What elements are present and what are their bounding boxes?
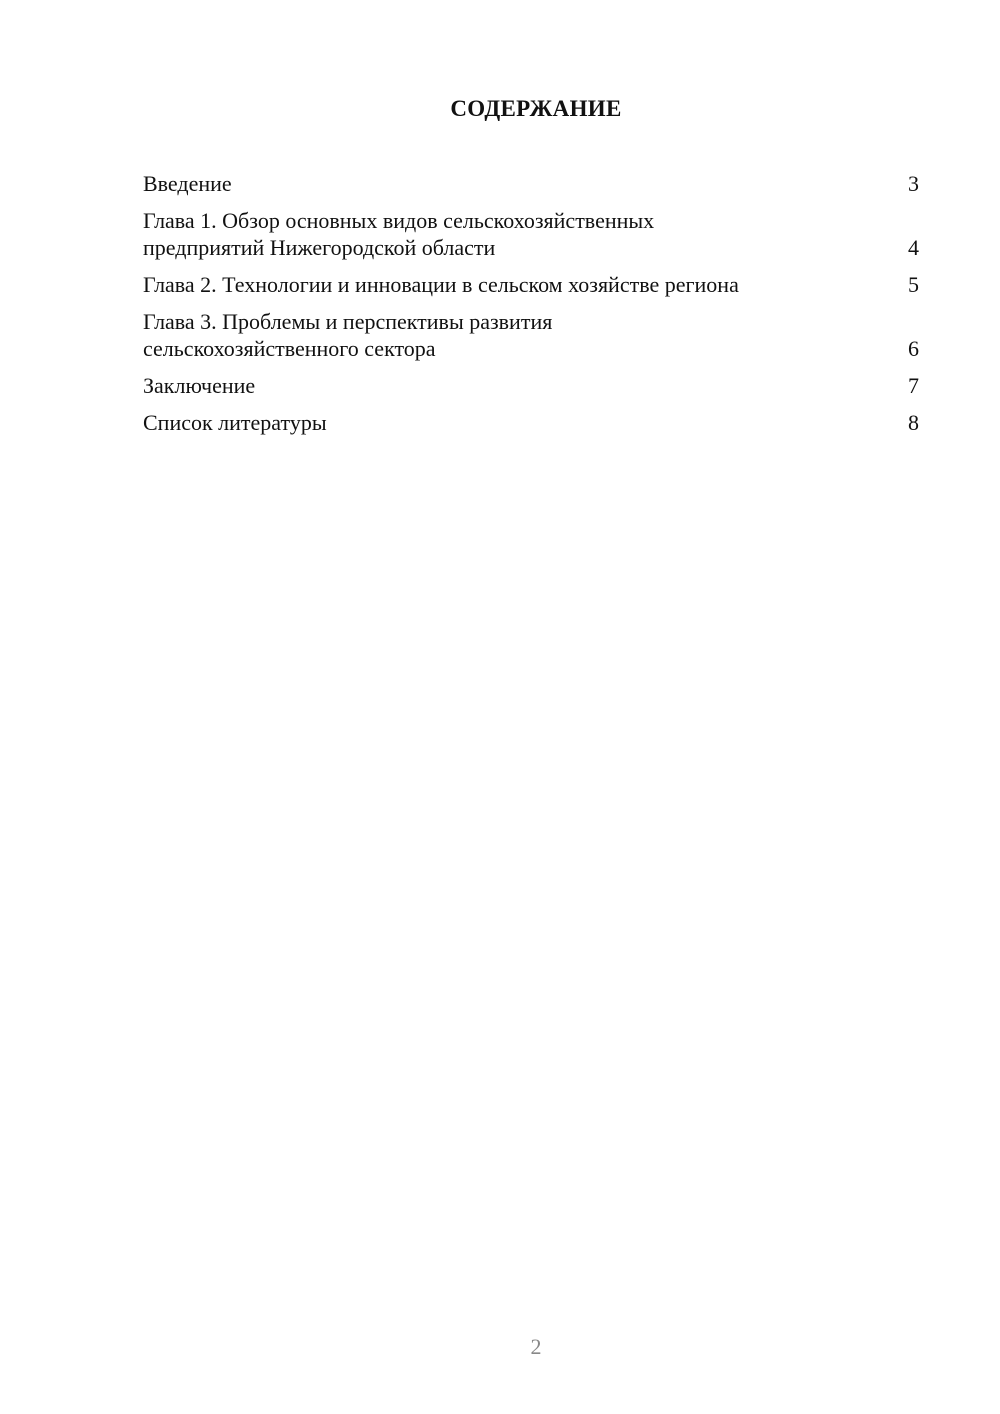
toc-entry-line: сельскохозяйственного сектора — [143, 336, 436, 361]
toc-entry-introduction[interactable] — [143, 170, 919, 197]
toc-entry-chapter-1[interactable] — [143, 207, 919, 261]
toc-entry-chapter-2[interactable] — [143, 271, 919, 298]
page-number: 2 — [530, 1334, 542, 1359]
toc-entry-line: Список литературы — [143, 410, 327, 435]
toc-entry-label — [143, 409, 899, 436]
toc-entry-line: Введение — [143, 171, 232, 196]
toc-entry-page-number: 3 — [908, 171, 919, 196]
toc-entry-references[interactable] — [143, 409, 919, 436]
toc-entry-page-number: 5 — [908, 272, 919, 297]
toc-entry-chapter-3[interactable] — [143, 308, 919, 362]
toc-entry-label — [143, 372, 899, 399]
toc-entry-line: Глава 2. Технологии и инновации в сельском хозяйстве региона — [143, 272, 739, 297]
toc-entry-label — [143, 207, 899, 261]
toc-entry-line: Заключение — [143, 373, 256, 398]
toc-entry-page-number: 8 — [908, 410, 919, 435]
toc-entry-page-number: 6 — [908, 336, 919, 361]
toc-entry-conclusion[interactable] — [143, 372, 919, 399]
toc-entry-line: предприятий Нижегородской области — [143, 235, 496, 260]
toc-entry-page-number: 4 — [908, 235, 919, 260]
toc-entry-label — [143, 271, 899, 298]
table-of-contents — [143, 170, 919, 446]
toc-entry-line: Глава 3. Проблемы и перспективы развития — [143, 309, 553, 334]
toc-entry-label — [143, 308, 899, 362]
toc-entry-page-number: 7 — [908, 373, 919, 398]
toc-entry-line: Глава 1. Обзор основных видов сельскохозяйственных — [143, 208, 655, 233]
page-title: СОДЕРЖАНИЕ — [450, 96, 622, 121]
toc-entry-label — [143, 170, 899, 197]
